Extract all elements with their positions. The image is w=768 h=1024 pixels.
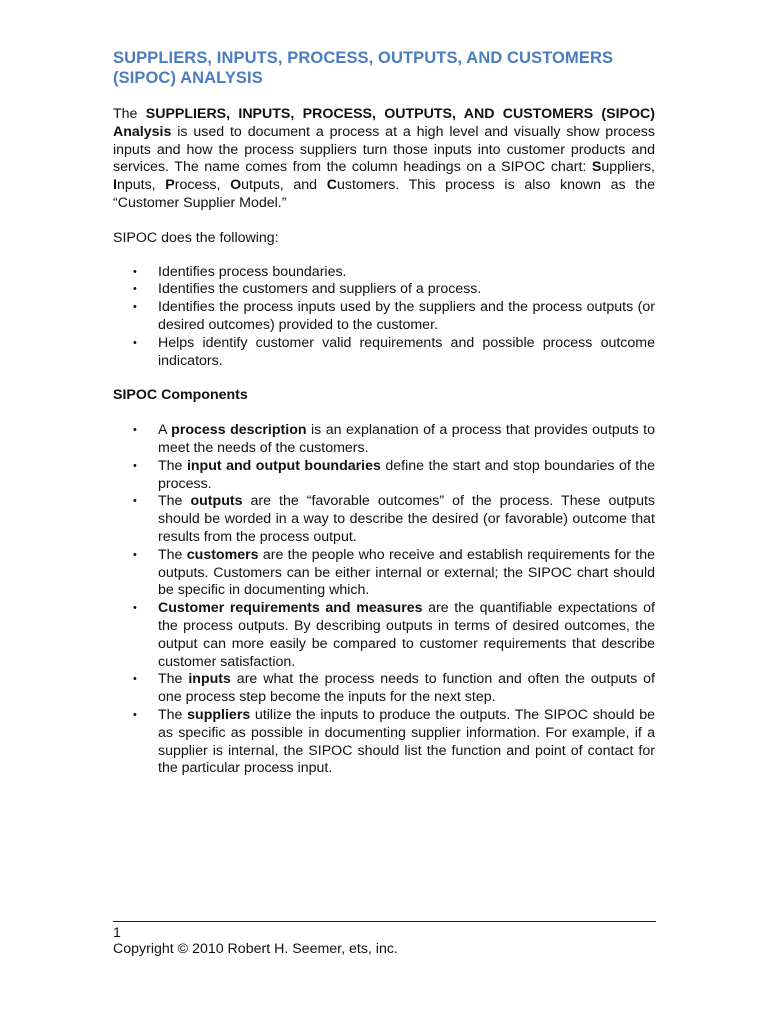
list-item	[113, 335, 655, 371]
initial-i: I	[113, 177, 117, 194]
list-item	[113, 671, 655, 707]
intro-text: ustomers. This process is also known as the “Customer Supplier Model.”	[113, 177, 656, 211]
document-body	[113, 48, 655, 778]
intro-text: uppliers,	[601, 159, 655, 176]
list-item	[113, 707, 655, 778]
intro-text: rocess,	[174, 177, 231, 194]
footer-divider	[113, 921, 656, 922]
item-term: Customer requirements and measures	[158, 600, 423, 617]
item-term: process description	[171, 422, 307, 439]
item-pre: The	[158, 706, 188, 723]
initial-o: O	[230, 177, 242, 194]
bullet-icon: •	[133, 708, 137, 721]
intro-text: nputs,	[116, 177, 166, 194]
intro-text: is used to document a process at a high level and visually show process inputs and how the process suppliers turn those inputs into customer products and services. The name comes from the column headings on a SIPOC chart:	[113, 123, 655, 176]
list-item	[113, 422, 655, 458]
list-item-text: Identifies the process inputs used by the suppliers and the process outputs (or desired outcomes) provided to the customer.	[158, 299, 655, 333]
item-post: are the quantifiable expectations of the process outputs. By describing outputs in terms of desired outcomes, the output can more easily be compared to customer requirements that describe customer satisfaction.	[158, 600, 655, 670]
list-item-text: Identifies the customers and suppliers of a process.	[158, 281, 482, 298]
intro-text: The	[113, 106, 146, 122]
item-pre: The	[158, 546, 187, 563]
initial-s: S	[591, 159, 602, 176]
bullet-icon: •	[133, 336, 137, 349]
list-item	[113, 299, 655, 335]
copyright-notice: Copyright © 2010 Robert H. Seemer, ets, inc.	[113, 941, 398, 957]
bullet-icon: •	[133, 548, 137, 561]
item-term: suppliers	[187, 706, 251, 723]
bullet-icon: •	[133, 265, 137, 278]
bullet-icon: •	[133, 424, 137, 437]
item-post: define the start and stop boundaries of the process.	[158, 457, 655, 492]
bullet-icon: •	[133, 495, 137, 508]
document-title: SUPPLIERS, INPUTS, PROCESS, OUTPUTS, AND CUSTOMERS (SIPOC) ANALYSIS	[113, 49, 614, 87]
item-post: are what the process needs to function and often the outputs of one process step become the inputs for the next step.	[158, 671, 655, 706]
item-pre: The	[158, 493, 191, 510]
bullet-icon: •	[133, 283, 137, 296]
list-item	[113, 547, 655, 600]
page-number: 1	[113, 925, 121, 941]
item-term: input and output boundaries	[186, 457, 381, 474]
item-post: utilize the inputs to produce the outputs. The SIPOC should be as specific as possible in documenting supplier information. For example, if a supplier is internal, the SIPOC should list the function and point of contact for the particular process input.	[158, 706, 656, 777]
list-item	[113, 264, 655, 282]
page-footer	[113, 921, 656, 958]
item-pre: The	[158, 457, 187, 474]
bullet-icon: •	[133, 459, 137, 472]
intro-paragraph	[113, 106, 655, 213]
list-item	[113, 281, 655, 299]
item-term: inputs	[188, 671, 231, 688]
bullet-icon: •	[133, 602, 137, 615]
components-heading: SIPOC Components	[113, 387, 248, 404]
item-term: customers	[186, 546, 259, 563]
components-list	[113, 422, 655, 778]
bullet-icon: •	[133, 673, 137, 686]
intro-bold-term: SUPPLIERS, INPUTS, PROCESS, OUTPUTS, AND CUSTOMERS (SIPOC) Analysis	[113, 106, 655, 140]
list-item	[113, 458, 655, 494]
item-pre: A	[158, 422, 172, 439]
item-post: are the “favorable outcomes” of the process. These outputs should be worded in a way to describe the desired (or favorable) outcome that results from the process output.	[158, 493, 656, 545]
item-term: outputs	[190, 493, 243, 510]
initial-c: C	[326, 177, 337, 194]
item-pre: The	[158, 671, 189, 688]
item-post: is an explanation of a process that provides outputs to meet the needs of the customers.	[158, 422, 656, 456]
item-post: are the people who receive and establish requirements for the outputs. Customers can be either internal or external; the SIPOC chart should be specific in documenting which.	[158, 546, 655, 599]
intro-text: utputs, and	[241, 177, 327, 194]
does-heading: SIPOC does the following:	[113, 229, 279, 246]
list-item	[113, 600, 655, 671]
list-item	[113, 493, 655, 546]
initial-p: P	[165, 177, 175, 194]
list-item-text: Identifies process boundaries.	[158, 263, 347, 280]
list-item-text: Helps identify customer valid requirements and possible process outcome indicators.	[158, 334, 655, 369]
does-list	[113, 264, 655, 371]
bullet-icon: •	[133, 301, 137, 314]
